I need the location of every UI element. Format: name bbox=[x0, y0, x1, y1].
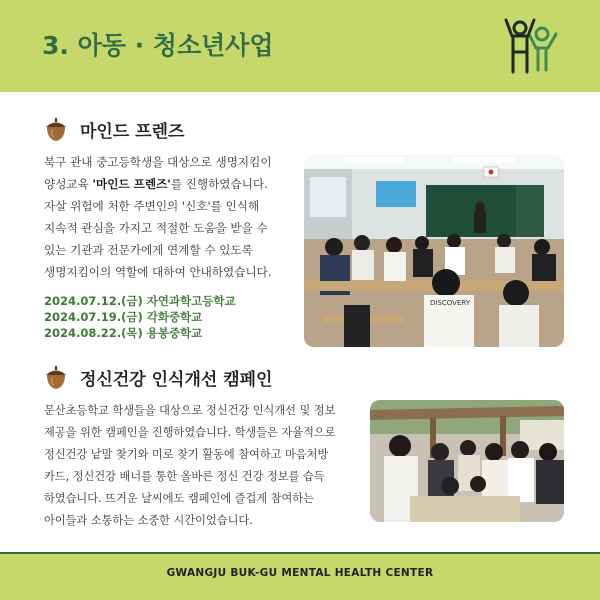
classroom-photo bbox=[304, 155, 564, 347]
program-name: '마인드 프렌즈' bbox=[92, 177, 171, 191]
shirt-print: DISCOVERY bbox=[430, 299, 471, 307]
text-line: 지속적 관심을 가지고 적절한 도움을 받을 수 bbox=[44, 221, 268, 235]
acorn-icon bbox=[42, 364, 70, 390]
footer bbox=[0, 552, 600, 600]
acorn-icon bbox=[42, 116, 70, 142]
session-date: 2024.07.19.(금) 각화중학교 bbox=[44, 310, 203, 324]
text-line: 카드, 정신건강 배너를 통한 올바른 정신 건강 정보를 습득 bbox=[44, 470, 325, 483]
section-mind-friends-header bbox=[42, 116, 184, 142]
text-line: 생명지킴이의 역할에 대하여 안내하였습니다. bbox=[44, 265, 272, 279]
campaign-photo bbox=[370, 400, 564, 522]
people-cheering-icon bbox=[500, 14, 564, 78]
text-line: 있는 기관과 전문가에게 연계할 수 있도록 bbox=[44, 243, 253, 257]
campaign-description bbox=[44, 400, 336, 532]
session-date: 2024.07.12.(금) 자연과학고등학교 bbox=[44, 294, 236, 308]
section-title: 정신건강 인식개선 캠페인 bbox=[80, 369, 273, 390]
header bbox=[0, 0, 600, 92]
text-line: 북구 관내 중고등학생을 대상으로 생명지킴이 bbox=[44, 155, 272, 169]
section-title: 마인드 프렌즈 bbox=[80, 121, 185, 142]
text-line: 하였습니다. 뜨거운 날씨에도 캠페인에 즐겁게 참여하는 bbox=[44, 492, 314, 505]
text-line: 정신건강 낱말 찾기와 미로 찾기 활동에 참여하고 마음처방 bbox=[44, 448, 329, 461]
footer-organization: GWANGJU BUK-GU MENTAL HEALTH CENTER bbox=[166, 567, 434, 579]
mind-friends-description bbox=[44, 151, 272, 283]
text-fragment: 양성교육 bbox=[44, 177, 93, 191]
text-line: 자살 위험에 처한 주변인의 '신호'를 인식해 bbox=[44, 199, 260, 213]
text-line: 아이들과 소통하는 소중한 시간이었습니다. bbox=[44, 514, 253, 527]
text-fragment: 를 진행하였습니다. bbox=[170, 177, 268, 191]
text-line: 문산초등학교 학생들을 대상으로 정신건강 인식개선 및 정보 bbox=[44, 404, 336, 417]
text-line bbox=[44, 173, 272, 195]
page-title: 3. 아동 · 청소년사업 bbox=[42, 31, 274, 60]
text-line: 제공을 위한 캠페인을 진행하였습니다. 학생들은 자율적으로 bbox=[44, 426, 336, 439]
session-date: 2024.08.22.(목) 용봉중학교 bbox=[44, 326, 203, 340]
session-dates bbox=[44, 293, 236, 341]
section-campaign-header bbox=[42, 364, 272, 390]
